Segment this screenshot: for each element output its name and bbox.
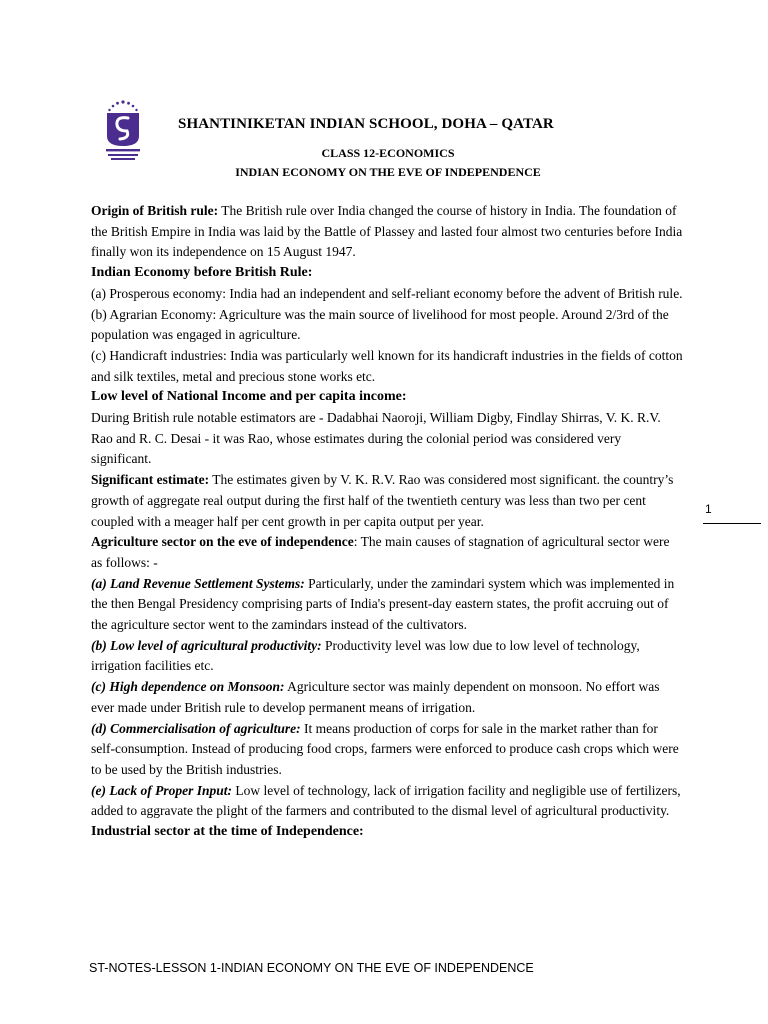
significant-paragraph [91, 470, 683, 532]
school-name: SHANTINIKETAN INDIAN SCHOOL, DOHA – QATAR [178, 116, 554, 132]
cause-text: Low level of technology, lack of irrigation facility and negligible use of fertilizers, added to aggravate the plight of the farmers and contributed to the dismal level of agricultural productivity. [91, 782, 681, 819]
cause-text: Productivity level was low due to low level of technology, irrigation facilities etc. [91, 637, 640, 674]
agriculture-intro: : The main causes of stagnation of agricultural sector were as follows: - [91, 534, 670, 570]
industrial-heading: Industrial sector at the time of Independence: [91, 824, 364, 840]
agriculture-paragraph [91, 532, 683, 573]
cause-item [91, 677, 683, 718]
national-income-heading: Low level of National Income and per capita income: [91, 389, 407, 405]
cause-title: (e) Lack of Proper Input: [91, 782, 232, 798]
cause-text: Particularly, under the zamindari system which was implemented in the then Bengal Presidency comprising parts of India's present-day eastern states, the profit accruing out of the agriculture sector went to the zamindars instead of the cultivators. [91, 575, 675, 633]
cause-title: (b) Low level of agricultural productivity: [91, 637, 322, 653]
document-body [91, 201, 683, 843]
agriculture-heading: Agriculture sector on the eve of independence [91, 534, 354, 550]
before-rule-heading: Indian Economy before British Rule: [91, 265, 313, 281]
cause-title: (c) High dependence on Monsoon: [91, 679, 285, 695]
cause-item [91, 574, 683, 636]
national-income-text: During British rule notable estimators are - Dadabhai Naoroji, William Digby, Findlay Shirras, V. K. R.V. Rao and R. C. Desai - it was Rao, whose estimates during the colonial period was considered very significant. [91, 410, 661, 467]
cause-text: It means production of corps for sale in the market rather than for self-consumption. Instead of producing food crops, farmers were enforced to produce cash crops which were to be used by the British industries. [91, 720, 679, 777]
before-rule-item-b: (b) Agrarian Economy: Agriculture was the main source of livelihood for most people. Around 2/3rd of the population was engaged in agriculture. [91, 306, 669, 343]
cause-item [91, 781, 683, 822]
cause-item [91, 719, 683, 781]
significant-heading: Significant estimate: [91, 472, 210, 488]
origin-heading: Origin of British rule: [91, 203, 219, 218]
cause-title: (d) Commercialisation of agriculture: [91, 720, 301, 736]
page-number: 1 [705, 502, 712, 516]
origin-paragraph [91, 201, 683, 263]
significant-text: The estimates given by V. K. R.V. Rao was considered most significant. the country’s growth of aggregate real output during the first half of the twentieth century was less than two per cent coupled with a meager half per cent growth in per capita output per year. [91, 472, 674, 529]
lesson-title: INDIAN ECONOMY ON THE EVE OF INDEPENDENCE [235, 165, 541, 179]
page-number-rule [703, 523, 761, 524]
cause-text: Agriculture sector was mainly dependent on monsoon. No effort was ever made under British rule to develop permanent means of irrigation. [91, 679, 660, 715]
class-title: CLASS 12-ECONOMICS [321, 146, 455, 160]
cause-item [91, 636, 683, 677]
before-rule-item-c: (c) Handicraft industries: India was particularly well known for its handicraft industries in the fields of cotton and silk textiles, metal and precious stone works etc. [91, 347, 683, 384]
origin-text: The British rule over India changed the course of history in India. The foundation of the British Empire in India was laid by the Battle of Plassey and lasted four almost two centuries before India finally won its independence on 15 August 1947. [91, 203, 683, 260]
before-rule-item-a: (a) Prosperous economy: India had an independent and self-reliant economy before the advent of British rule. [91, 285, 683, 301]
page-footer: ST-NOTES-LESSON 1-INDIAN ECONOMY ON THE EVE OF INDEPENDENCE [89, 961, 534, 975]
school-logo [102, 96, 144, 162]
cause-title: (a) Land Revenue Settlement Systems: [91, 575, 305, 591]
